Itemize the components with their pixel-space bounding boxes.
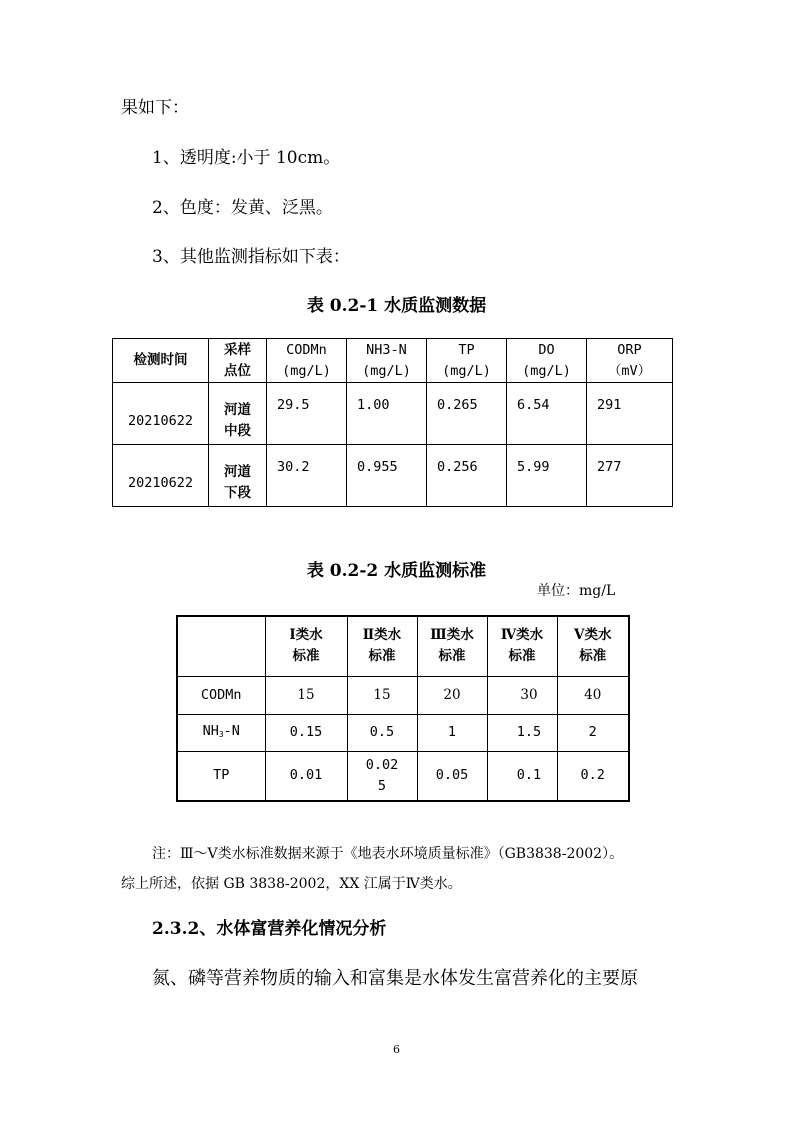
header-orp: ORP （mV） (587, 339, 673, 383)
table-row (177, 751, 629, 801)
header-test-time: 检测时间 (113, 339, 209, 383)
conclusion-text: 综上所述，依据 GB 3838-2002，XX 江属于Ⅳ类水。 (121, 876, 462, 892)
cell-codmn: 29.5 (267, 383, 347, 445)
cell-value: 1 (417, 714, 487, 751)
item-color: 2、色度：发黄、泛黑。 (152, 198, 333, 218)
cell-tp: 0.256 (427, 445, 507, 507)
item-other-indicators: 3、其他监测指标如下表： (152, 247, 350, 267)
water-quality-standard-table (176, 615, 630, 802)
cell-do: 6.54 (507, 383, 587, 445)
cell-nh3n: 1.00 (347, 383, 427, 445)
unit-label: 单位：mg/L (537, 583, 616, 599)
cell-value: 2 (557, 714, 629, 751)
header-empty (177, 616, 265, 676)
cell-date: 20210622 (113, 445, 209, 507)
table-row (113, 383, 673, 445)
table-row (177, 714, 629, 751)
table-header-row (113, 339, 673, 383)
cell-value: 0.15 (265, 714, 347, 751)
row-label-tp: TP (177, 751, 265, 801)
cell-tp: 0.265 (427, 383, 507, 445)
table2-caption: 表 0.2-2 水质监测标准 (306, 561, 487, 581)
header-class-1: Ⅰ类水 标准 (265, 616, 347, 676)
cell-orp: 277 (587, 445, 673, 507)
cell-site: 河道 下段 (209, 445, 267, 507)
intro-line: 果如下： (121, 98, 189, 118)
header-do: DO (mg/L) (507, 339, 587, 383)
cell-value: 0.2 (557, 751, 629, 801)
page-number: 6 (393, 1043, 400, 1056)
header-class-2: Ⅱ类水 标准 (347, 616, 417, 676)
table-header-row (177, 616, 629, 676)
header-sample-site: 采样 点位 (209, 339, 267, 383)
cell-value: 1.5 (487, 714, 557, 751)
cell-value: 0.5 (347, 714, 417, 751)
cell-nh3n: 0.955 (347, 445, 427, 507)
header-nh3n: NH3-N (mg/L) (347, 339, 427, 383)
header-tp: TP (mg/L) (427, 339, 507, 383)
item-transparency: 1、透明度:小于 10cm。 (152, 148, 341, 168)
table-row (113, 445, 673, 507)
cell-orp: 291 (587, 383, 673, 445)
cell-do: 5.99 (507, 445, 587, 507)
cell-value: 0.05 (417, 751, 487, 801)
cell-value: 15 (265, 676, 347, 714)
header-class-5: Ⅴ类水 标准 (557, 616, 629, 676)
table1-caption: 表 0.2-1 水质监测数据 (306, 296, 487, 316)
row-label-nh3n: $NH_3-N$ (177, 714, 265, 751)
cell-codmn: 30.2 (267, 445, 347, 507)
monitoring-data-table (112, 338, 673, 507)
section-heading: 2.3.2、水体富营养化情况分析 (152, 919, 387, 939)
header-codmn: CODMn (mg/L) (267, 339, 347, 383)
standard-source-note: 注：Ⅲ～Ⅴ类水标准数据来源于《地表水环境质量标准》（GB3838-2002）。 (152, 846, 624, 862)
cell-value: 15 (347, 676, 417, 714)
cell-date: 20210622 (113, 383, 209, 445)
header-class-3: Ⅲ类水 标准 (417, 616, 487, 676)
section-paragraph: 氮、磷等营养物质的输入和富集是水体发生富营养化的主要原 (152, 968, 638, 989)
row-label-codmn: CODMn (177, 676, 265, 714)
cell-value: 40 (557, 676, 629, 714)
table-row (177, 676, 629, 714)
cell-value: 0.02 5 (347, 751, 417, 801)
cell-site: 河道 中段 (209, 383, 267, 445)
header-class-4: Ⅳ类水 标准 (487, 616, 557, 676)
cell-value: 30 (487, 676, 557, 714)
cell-value: 0.1 (487, 751, 557, 801)
cell-value: 20 (417, 676, 487, 714)
cell-value: 0.01 (265, 751, 347, 801)
